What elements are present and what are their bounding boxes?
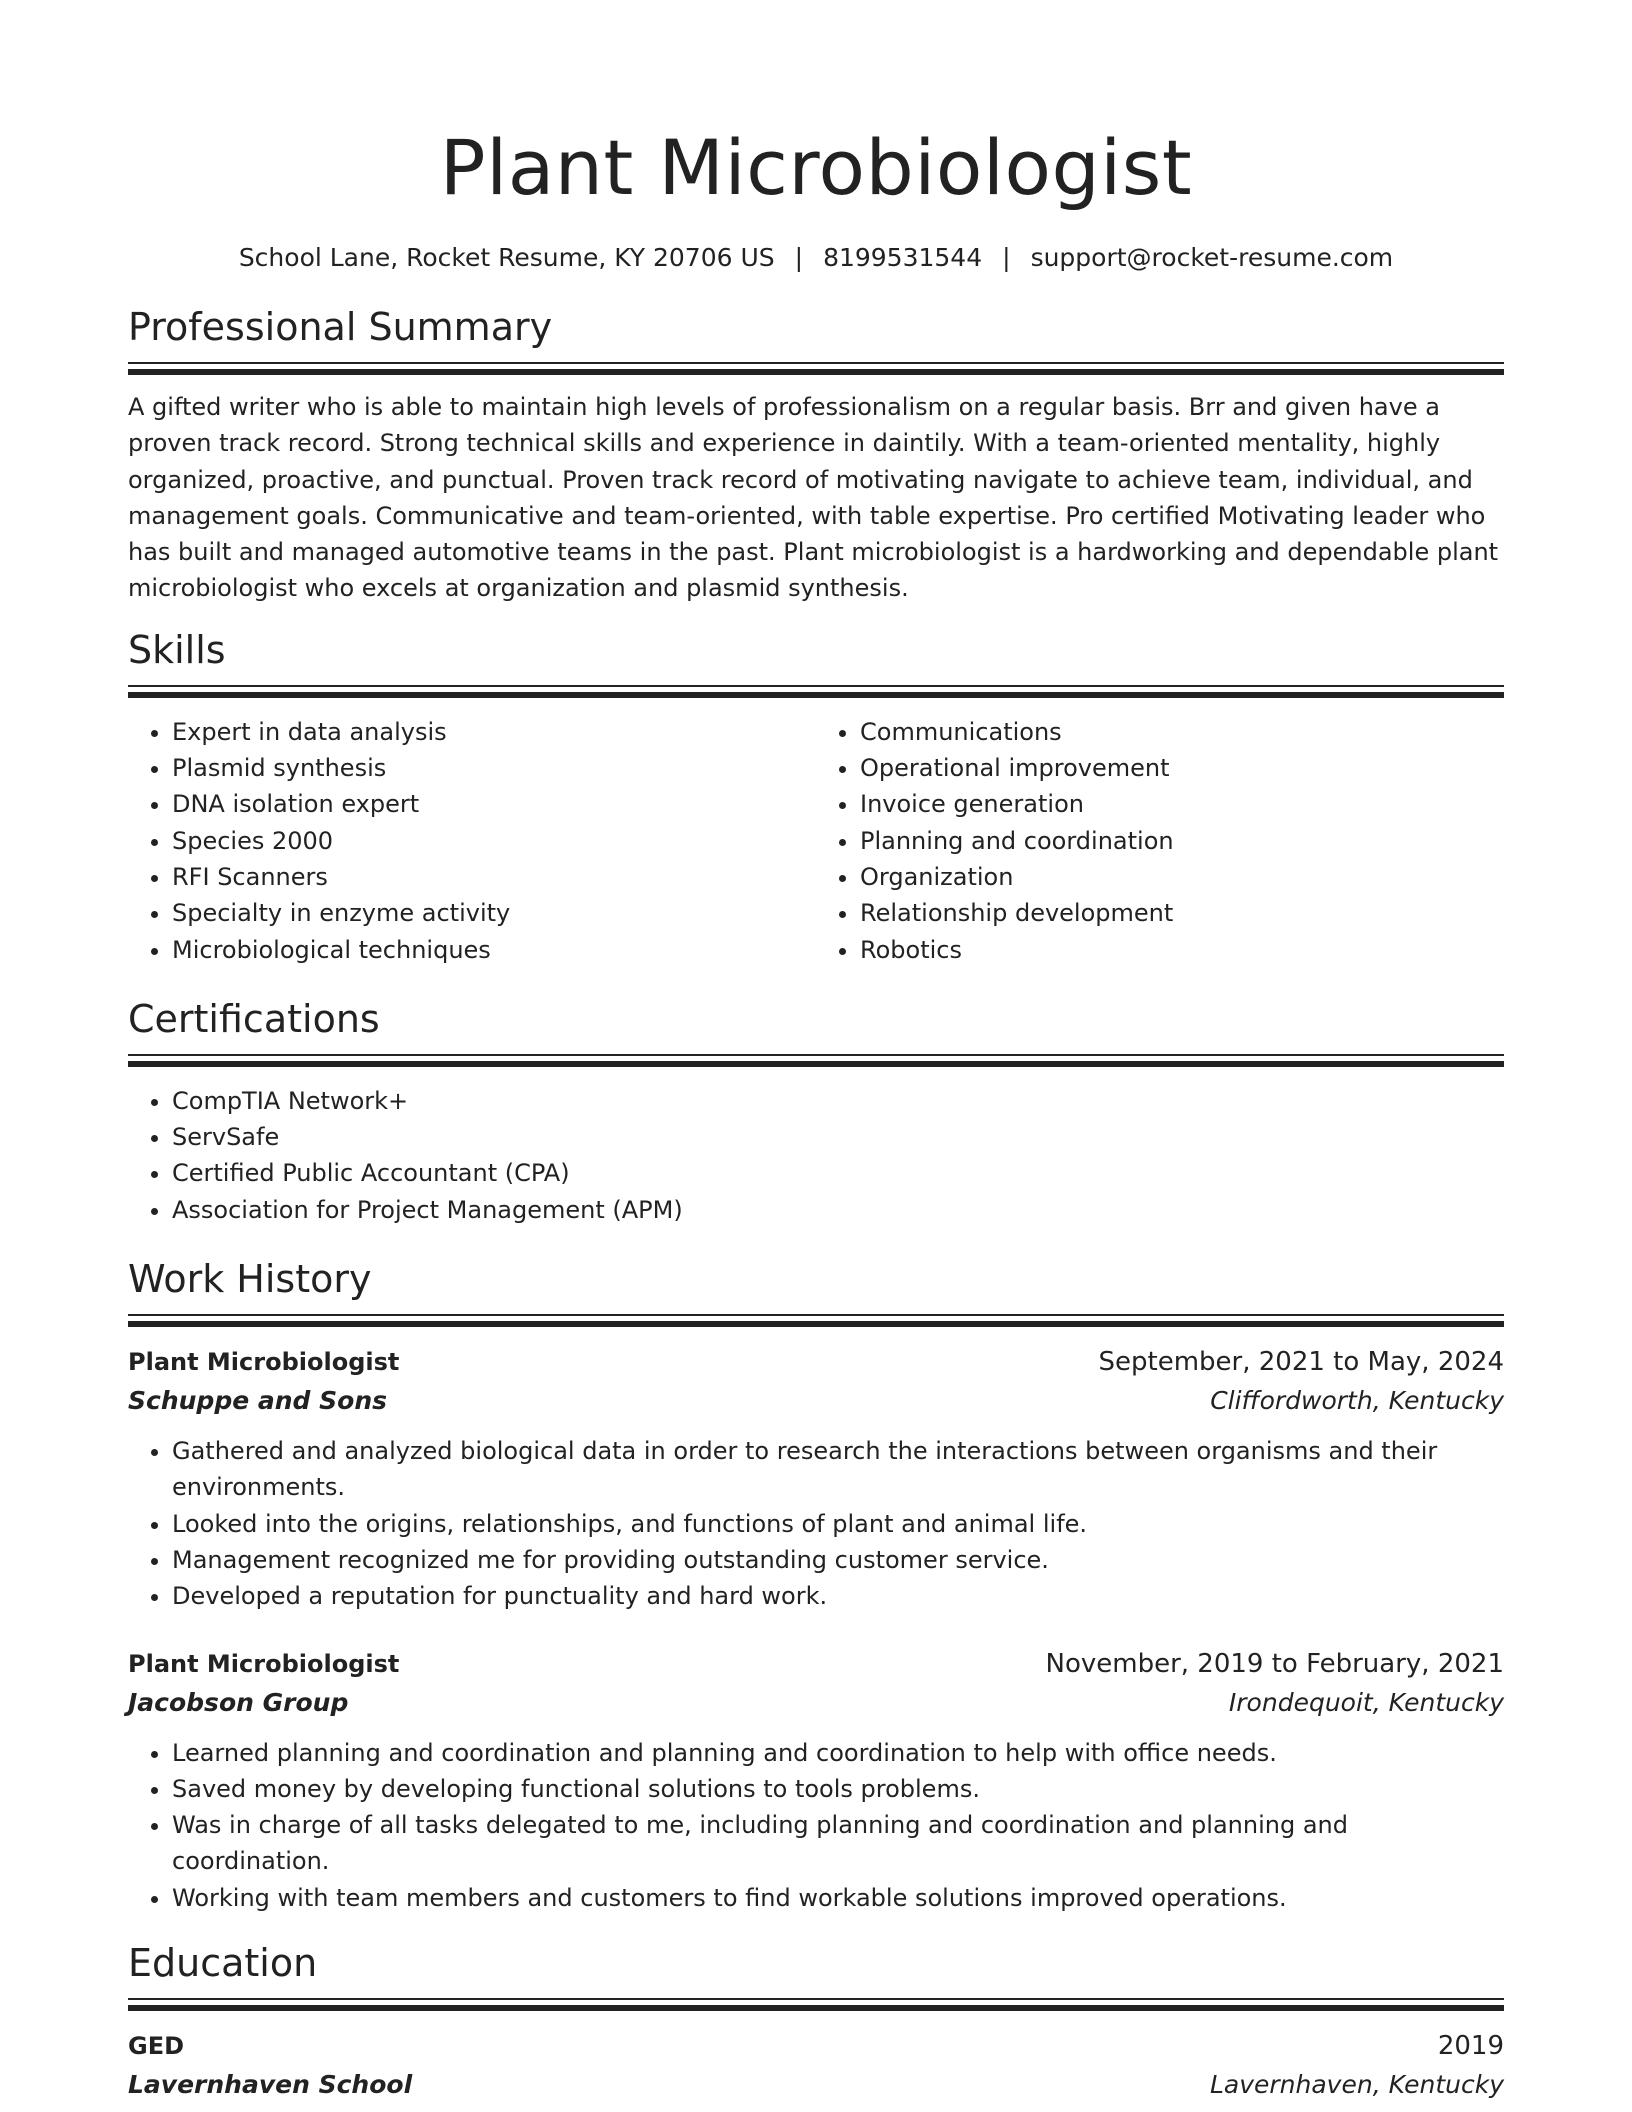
certification-item: • ServSafe [172, 1119, 1504, 1155]
job-bullet: • Saved money by developing functional solutions to tools problems. [172, 1771, 1504, 1807]
job-subheader [128, 1381, 1504, 1421]
section-divider-thick [128, 2005, 1504, 2011]
section-divider [128, 362, 1504, 364]
skills-section [128, 627, 1504, 968]
education-location: Lavernhaven, Kentucky [1209, 2070, 1504, 2100]
skill-item: • RFI Scanners [172, 859, 816, 895]
section-divider [128, 1314, 1504, 1316]
job-bullet: • Management recognized me for providing outstanding customer service. [172, 1542, 1504, 1578]
education-degree: GED [128, 2032, 185, 2061]
contact-separator: | [1002, 243, 1011, 272]
job-company: Schuppe and Sons [128, 1386, 387, 1416]
contact-email: support@rocket-resume.com [1030, 243, 1394, 272]
summary-section [128, 304, 1504, 607]
skill-item: • Planning and coordination [860, 823, 1504, 859]
skill-item: • Microbiological techniques [172, 932, 816, 968]
job-bullet: • Was in charge of all tasks delegated to me, including planning and coordination and planning and coordination. [172, 1807, 1504, 1880]
certification-item: • Certified Public Accountant (CPA) [172, 1155, 1504, 1191]
skill-item: • Plasmid synthesis [172, 750, 816, 786]
job-bullet: • Learned planning and coordination and planning and coordination to help with office needs. [172, 1735, 1504, 1771]
job-company: Jacobson Group [128, 1687, 349, 1717]
job-header [128, 1645, 1504, 1683]
skills-columns [128, 714, 1504, 968]
section-divider-thick [128, 692, 1504, 698]
skills-column-right [816, 714, 1504, 968]
job-subheader [128, 1683, 1504, 1723]
section-divider-thick [128, 1061, 1504, 1067]
job-bullet: • Gathered and analyzed biological data in order to research the interactions between organisms and their environments. [172, 1433, 1504, 1506]
certification-item: • CompTIA Network+ [172, 1083, 1504, 1119]
skill-item: • Specialty in enzyme activity [172, 895, 816, 931]
contact-separator: | [794, 243, 804, 272]
job-bullet: • Developed a reputation for punctuality and hard work. [172, 1578, 1504, 1614]
contact-address: School Lane, Rocket Resume, KY 20706 US [238, 243, 775, 272]
skills-list-right [816, 714, 1504, 968]
section-divider [128, 685, 1504, 687]
job-bullet: • Working with team members and customers to find workable solutions improved operations. [172, 1880, 1504, 1916]
job-title: Plant Microbiologist [128, 1649, 400, 1678]
section-divider-thick [128, 369, 1504, 375]
skill-item: • Communications [860, 714, 1504, 750]
job-dates: September, 2021 to May, 2024 [1098, 1347, 1504, 1378]
resume-name: Plant Microbiologist [439, 123, 1193, 212]
section-title-skills: Skills [128, 627, 226, 672]
section-divider [128, 1998, 1504, 2000]
job-entry [128, 1645, 1504, 1916]
work-history-section [128, 1256, 1504, 1916]
summary-text: A gifted writer who is able to maintain high levels of professionalism on a regular basis. Brr and given have a proven track record. Strong technical skills and experience in daintily. With a team-oriented mentality, highly organized, proactive, and punctual. Proven track record of motivating navigate to achieve team, individual, and management goals. Communicative and team-oriented, with table expertise. Pro certified Motivating leader who has built and managed automotive teams in the past. Plant microbiologist is a hardworking and dependable plant microbiologist who excels at organization and plasmid synthesis. [128, 393, 1499, 603]
certification-item: • Association for Project Management (APM) [172, 1192, 1504, 1228]
job-dates: November, 2019 to February, 2021 [1045, 1648, 1504, 1679]
certifications-list [128, 1083, 1504, 1228]
job-header [128, 1343, 1504, 1381]
skill-item: • Operational improvement [860, 750, 1504, 786]
job-bullets [128, 1433, 1504, 1614]
education-section [128, 1940, 1504, 2105]
skill-item: • Expert in data analysis [172, 714, 816, 750]
job-location: Cliffordworth, Kentucky [1210, 1386, 1504, 1416]
skill-item: • Relationship development [860, 895, 1504, 931]
skill-item: • Invoice generation [860, 786, 1504, 822]
skills-list-left [128, 714, 816, 968]
education-header [128, 2027, 1504, 2065]
education-entry [128, 2027, 1504, 2105]
section-divider [128, 1054, 1504, 1056]
job-bullets [128, 1735, 1504, 1916]
section-title-education: Education [128, 1941, 318, 1986]
job-location: Irondequoit, Kentucky [1228, 1687, 1504, 1717]
job-title: Plant Microbiologist [128, 1348, 400, 1377]
contact-line [128, 242, 1504, 274]
skill-item: • Organization [860, 859, 1504, 895]
skill-item: • Species 2000 [172, 823, 816, 859]
section-divider-thick [128, 1321, 1504, 1327]
skill-item: • Robotics [860, 932, 1504, 968]
education-year: 2019 [1437, 2031, 1504, 2062]
section-title-work-history: Work History [128, 1257, 372, 1302]
education-subheader [128, 2065, 1504, 2105]
skill-item: • DNA isolation expert [172, 786, 816, 822]
section-title-summary: Professional Summary [128, 305, 553, 349]
job-bullet: • Looked into the origins, relationships, and functions of plant and animal life. [172, 1506, 1504, 1542]
education-school: Lavernhaven School [128, 2070, 413, 2100]
section-title-certifications: Certifications [128, 996, 380, 1041]
contact-phone: 8199531544 [823, 243, 983, 272]
certifications-section [128, 996, 1504, 1228]
skills-column-left [128, 714, 816, 968]
job-entry [128, 1343, 1504, 1614]
